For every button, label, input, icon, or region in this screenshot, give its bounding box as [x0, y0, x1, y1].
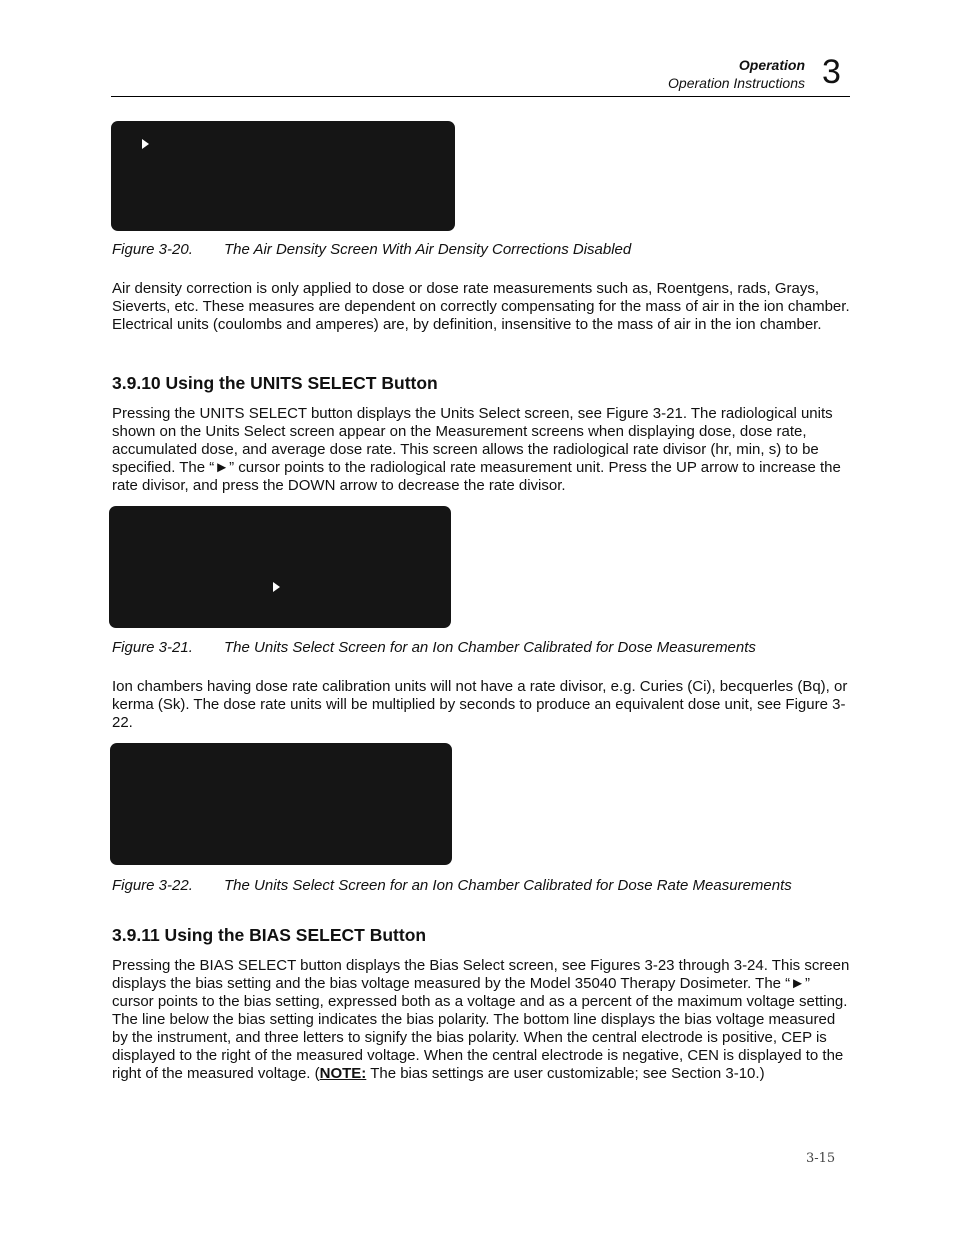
cursor-arrow-icon	[273, 582, 280, 592]
air-density-screen-display	[111, 121, 455, 231]
figure-caption	[112, 241, 631, 258]
page-number: 3-15	[806, 1151, 836, 1166]
units-select-dose-screen-display	[109, 506, 451, 628]
figure-number: Figure 3-20.	[112, 241, 193, 258]
units-select-heading: 3.9.10 Using the UNITS SELECT Button	[112, 373, 438, 393]
figure-caption	[112, 877, 792, 894]
bias-select-paragraph	[112, 957, 852, 1083]
bias-text-part-1: Pressing the BIAS SELECT button displays the Bias Select screen, see Figures 3-23 through 3-24. This screen displays the bias setting and the bias voltage measured by the Model 35040 Therapy Dosimeter. The “►” cursor points to the bias setting, expressed both as a voltage and as a percent of the maximum voltage setting. The line below the bias setting indicates the bias polarity. The bottom line displays the bias voltage measured by the instrument, and three letters to signify the bias polarity. When the central electrode is positive, CEP is displayed to the right of the measured voltage. When the central electrode is negative, CEN is displayed to the right of the measured voltage. (	[112, 957, 850, 1082]
units-select-dose-rate-screen-display	[110, 743, 452, 865]
air-density-paragraph: Air density correction is only applied to dose or dose rate measurements such as, Roentgens, rads, Grays, Sieverts, etc. These measures are dependent on correctly compensating for the mass of air in the ion chamber. Electrical units (coulombs and amperes) are, by definition, insensitive to the mass of air in the ion chamber.	[112, 280, 850, 333]
figure-caption-text: The Units Select Screen for an Ion Chamber Calibrated for Dose Measurements	[224, 639, 756, 656]
figure-number: Figure 3-21.	[112, 639, 193, 656]
header-section-subtitle: Operation Instructions	[668, 75, 805, 91]
note-label: NOTE:	[319, 1065, 367, 1082]
chapter-number: 3	[822, 53, 841, 91]
units-select-paragraph: Pressing the UNITS SELECT button displays the Units Select screen, see Figure 3-21. The radiological units shown on the Units Select screen appear on the Measurement screens when displaying dose, dose rate, accumulated dose, and average dose rate. This screen allows the radiological rate divisor (hr, min, s) to be specified. The “►” cursor points to the radiological rate measurement unit. Press the UP arrow to increase the rate divisor, and press the DOWN arrow to decrease the rate divisor.	[112, 405, 841, 494]
cursor-arrow-icon	[142, 139, 149, 149]
bias-text-part-2: The bias settings are user customizable; see Section 3-10.)	[366, 1065, 765, 1082]
figure-caption	[112, 639, 756, 656]
figure-caption-text: The Air Density Screen With Air Density Corrections Disabled	[224, 241, 632, 258]
dose-rate-paragraph: Ion chambers having dose rate calibration units will not have a rate divisor, e.g. Curies (Ci), becquerles (Bq), or kerma (Sk). The dose rate units will be multiplied by seconds to produce an equivalent dose unit, see Figure 3-22.	[112, 678, 848, 731]
bias-select-heading: 3.9.11 Using the BIAS SELECT Button	[112, 925, 427, 945]
header-divider	[111, 96, 850, 97]
header-section-title: Operation	[738, 57, 805, 73]
figure-number: Figure 3-22.	[112, 877, 193, 894]
figure-caption-text: The Units Select Screen for an Ion Chamber Calibrated for Dose Rate Measurements	[224, 877, 792, 894]
